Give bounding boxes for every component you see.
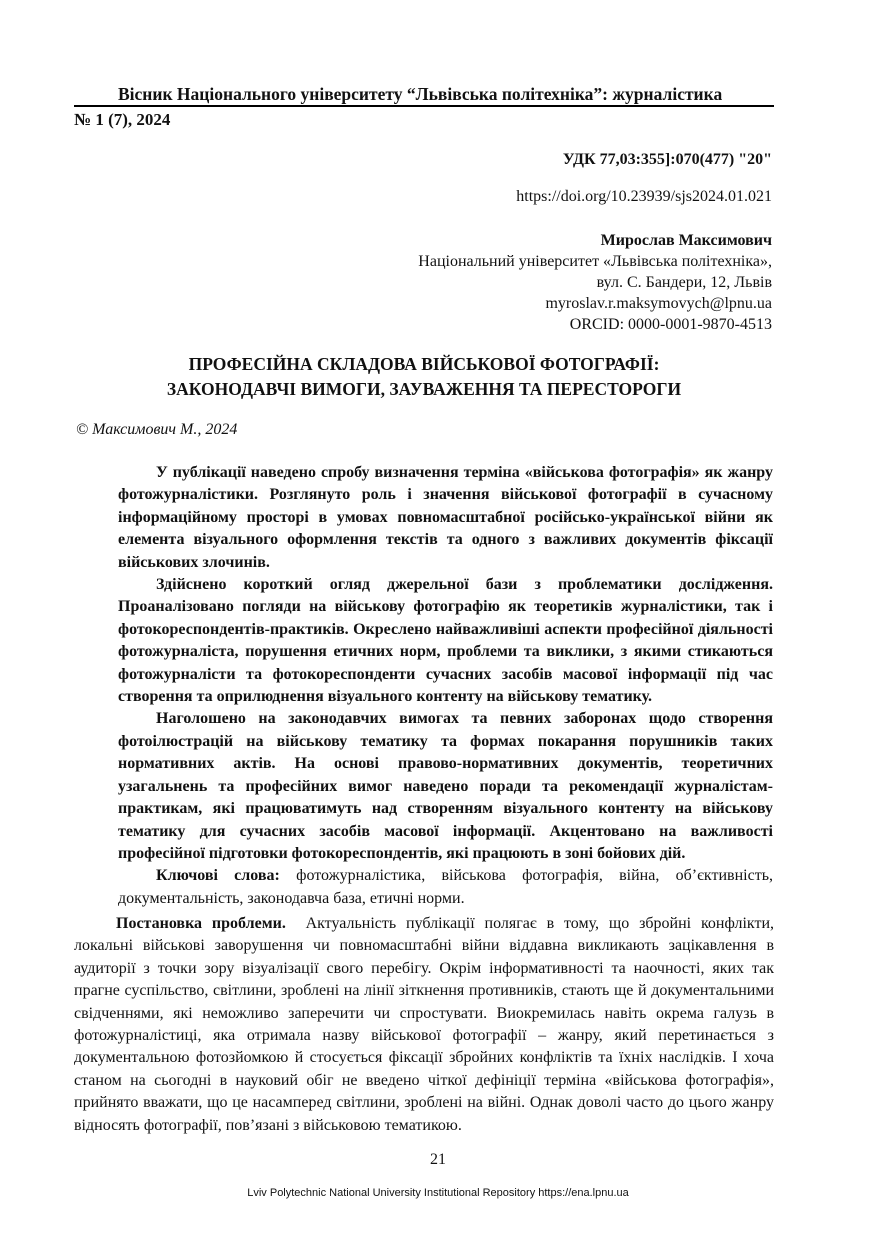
udk-code: УДК 77,03:355]:070(477) "20" [562,151,772,168]
repository-footer: Lviv Polytechnic National University Institutional Repository https://ena.lpnu.ua [247,1187,629,1199]
body-paragraph [74,913,774,1137]
section-heading: Постановка проблеми. [116,915,286,932]
paper-title [74,352,774,402]
journal-title: Вісник Національного університету “Львівська політехніка”: журналістика [118,84,723,104]
page-number: 21 [430,1151,446,1168]
author-orcid: ORCID: 0000-0001-9870-4513 [569,316,772,333]
author-email[interactable]: myroslav.r.maksymovych@lpnu.ua [545,295,772,312]
abstract-paragraph-3: Наголошено на законодавчих вимогах та певних заборонах щодо створення фотоілюстрацій на військову тематику та формах покарання порушників таких нормативних актів. На основі правово-нормативних документів, теоретичних узагальнень та професійних вимог наведено поради та рекомендації журналістам-практикам, які працюватимуть над створенням візуального контенту на військову тематику для сучасних засобів масової інформації. Акцентовано на важливості професійної підготовки фотокореспондентів, які працюють в зоні бойових дій. [118,710,773,862]
author-affiliation: Національний університет «Львівська політехніка», [418,253,772,270]
abstract-paragraph-1: У публікації наведено спробу визначення терміна «військова фотографія» як жанру фотожурналістики. Розглянуто роль і значення військової фотографії в сучасному інформаційному просторі в умовах повномасштабної російсько-української війни як елемента візуального оформлення текстів та одного з важливих документів фіксації військових злочинів. [118,464,773,571]
header-rule [74,105,774,107]
title-line-2: ЗАКОНОДАВЧІ ВИМОГИ, ЗАУВАЖЕННЯ ТА ПЕРЕСТОРОГИ [166,379,682,399]
keywords-text: фотожурналістика, військова фотографія, війна, об’єктивність, документальність, законодавча база, етичні норми. [118,867,773,907]
abstract-paragraph-2: Здійснено короткий огляд джерельної бази з проблематики дослідження. Проаналізовано погляди на військову фотографію як теоретиків журналістики, так і фотокореспондентів-практиків. Окреслено найважливіші аспекти професійної діяльності фотожурналіста, порушення етичних норм, проблеми та виклики, з якими стикаються фотожурналісти та фотокореспонденти сучасних засобів масової інформації під час створення та оприлюднення візуального контенту на військову тематику. [118,576,773,706]
issue-number: № 1 (7), 2024 [74,110,171,129]
keywords [118,865,773,910]
author-address: вул. С. Бандери, 12, Львів [596,274,772,291]
title-line-1: ПРОФЕСІЙНА СКЛАДОВА ВІЙСЬКОВОЇ ФОТОГРАФІЇ: [188,354,660,374]
author-block [418,230,772,335]
abstract [118,462,773,910]
body-section [74,913,774,1137]
body-paragraph-text: Актуальність публікації полягає в тому, що збройні конфлікти, локальні військові заворушення чи повномасштабні війни віддавна викликають зацікавлення в аудиторії з точки зору візуалізації свого перебігу. Окрім інформативності та наочності, яких так прагне суспільство, світлини, зроблені на лінії зіткнення противників, стають ще й документальними свідченнями, які неможливо заперечити чи спростувати. Виокремилась навіть окрема галузь в фотожурналістиці, яка отримала назву військової фотографії – жанру, який перетинається з документальною фотозйомкою й стосується фіксації збройних конфліктів та їхніх наслідків. І хоча станом на сьогодні в науковий обіг не введено чіткої дефініції терміна «військова фотографія», прийнято вважати, що це насамперед світлини, зроблені на війні. Однак доволі часто до цього жанру відносять фотографії, пов’язані з військовою тематикою. [74,915,775,1134]
doi-link[interactable]: https://doi.org/10.23939/sjs2024.01.021 [516,188,772,205]
author-name: Мирослав Максимович [600,232,772,249]
copyright-notice: © Максимович М., 2024 [76,421,238,438]
keywords-label: Ключові слова: [156,867,280,885]
